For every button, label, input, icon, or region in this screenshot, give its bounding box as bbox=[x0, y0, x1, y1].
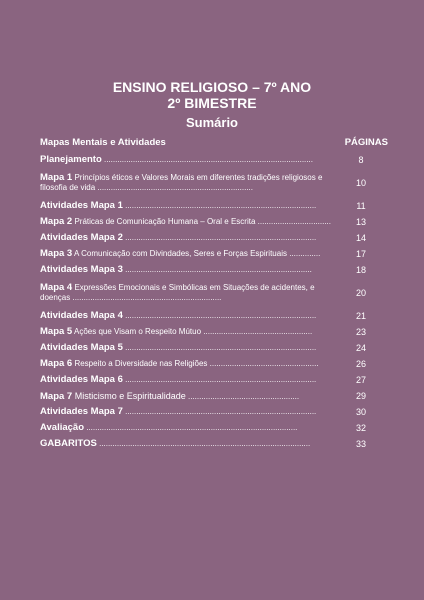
toc-row-atividades-mapa-3 bbox=[40, 262, 388, 278]
toc-page-number: 29 bbox=[355, 391, 366, 401]
toc-page-number: 21 bbox=[355, 311, 366, 321]
toc-leader-dots: .................................................................................... bbox=[122, 265, 312, 274]
toc-page-number: 33 bbox=[355, 439, 366, 449]
document-title: ENSINO RELIGIOSO – 7º ANO bbox=[112, 79, 312, 95]
summary-heading: Sumário bbox=[185, 115, 238, 130]
column-pages-label: PÁGINAS bbox=[344, 137, 388, 148]
toc-page-number: 18 bbox=[355, 265, 366, 275]
toc-column-header bbox=[40, 137, 388, 148]
toc-entry-label: Mapa 7 bbox=[40, 390, 73, 402]
toc-entry-desc: Princípios éticos e Valores Morais em diferentes tradições religiosos e filosofia de vida bbox=[40, 173, 323, 192]
toc-entry-label: Atividades Mapa 5 bbox=[40, 342, 123, 353]
toc-leader-dots: ...................................................................................... bbox=[122, 201, 317, 210]
toc-row-mapa-4 bbox=[40, 278, 388, 308]
toc-entry-label: Mapa 4 bbox=[40, 282, 73, 293]
toc-entry-desc: Misticismo e Espiritualidade bbox=[72, 390, 186, 401]
toc-page-number: 26 bbox=[355, 359, 366, 369]
toc-entry-label: Planejamento bbox=[40, 154, 102, 165]
toc-leader-dots: ................................................................... bbox=[70, 293, 222, 302]
toc-entry-label: Atividades Mapa 4 bbox=[40, 310, 123, 321]
toc-page-number: 14 bbox=[355, 233, 366, 243]
toc-row-atividades-mapa-2 bbox=[40, 230, 388, 246]
toc-entry-label: GABARITOS bbox=[40, 438, 97, 449]
toc-row-atividades-mapa-6 bbox=[40, 372, 388, 388]
toc-page-number: 23 bbox=[355, 327, 366, 337]
toc-leader-dots: ................................................. bbox=[201, 327, 313, 336]
toc-page-number: 27 bbox=[355, 375, 366, 385]
toc-page-number: 11 bbox=[356, 201, 366, 211]
toc-entry-label: Atividades Mapa 3 bbox=[40, 264, 123, 275]
toc-page-number: 17 bbox=[355, 249, 366, 259]
toc-row-gabaritos bbox=[40, 436, 388, 452]
toc-entry-desc: Respeito a Diversidade nas Religiões bbox=[72, 359, 208, 368]
toc-entry-label: Mapa 1 bbox=[40, 172, 73, 183]
toc-entry-label: Atividades Mapa 6 bbox=[40, 374, 123, 385]
toc-entry-label: Mapa 2 bbox=[40, 216, 73, 227]
toc-row-mapa-1 bbox=[40, 168, 388, 198]
toc-row-mapa-3 bbox=[40, 246, 388, 262]
toc-page-number: 24 bbox=[355, 343, 366, 353]
toc-row-mapa-6 bbox=[40, 356, 388, 372]
toc-entry-desc: A Comunicação com Divindades, Seres e Forças Espirituais bbox=[72, 249, 287, 258]
toc-row-atividades-mapa-1 bbox=[40, 198, 388, 214]
toc-leader-dots: ...................................................................................... bbox=[122, 407, 317, 416]
toc-row-atividades-mapa-5 bbox=[40, 340, 388, 356]
toc-row-mapa-2 bbox=[40, 214, 388, 230]
column-maps-label: Mapas Mentais e Atividades bbox=[40, 137, 166, 148]
toc-page-number: 20 bbox=[355, 288, 366, 298]
toc-list bbox=[40, 152, 388, 452]
toc-leader-dots: ...................................................................................... bbox=[122, 375, 317, 384]
toc-leader-dots: ...................................................................... bbox=[95, 183, 253, 192]
toc-entry-desc: Expressões Emocionais e Simbólicas em Situações de acidentes, e doenças bbox=[40, 283, 315, 302]
toc-page-number: 32 bbox=[355, 423, 366, 433]
toc-leader-dots: ...................................................................................... bbox=[122, 233, 317, 242]
toc-page-number: 30 bbox=[355, 407, 366, 417]
toc-page-number: 8 bbox=[358, 155, 364, 165]
toc-entry-desc: Ações que Visam o Respeito Mútuo bbox=[72, 327, 202, 336]
toc-leader-dots: ............................................................................................... bbox=[96, 439, 311, 448]
document-subtitle: 2º BIMESTRE bbox=[167, 95, 257, 111]
toc-leader-dots: ...................................................................................... bbox=[122, 343, 317, 352]
toc-leader-dots: .................................................. bbox=[185, 391, 300, 401]
toc-entry-label: Mapa 3 bbox=[40, 248, 73, 259]
toc-row-atividades-mapa-7 bbox=[40, 404, 388, 420]
toc-entry-desc: Práticas de Comunicação Humana – Oral e Escrita bbox=[72, 217, 256, 226]
toc-leader-dots: ............................................................................................... bbox=[84, 423, 298, 432]
toc-entry-label: Atividades Mapa 2 bbox=[40, 232, 123, 243]
toc-leader-dots: .............. bbox=[286, 249, 321, 258]
toc-row-mapa-7 bbox=[40, 388, 388, 404]
toc-leader-dots: ................................................. bbox=[207, 359, 319, 368]
toc-row-planejamento bbox=[40, 152, 388, 168]
toc-entry-label: Avaliação bbox=[40, 422, 85, 433]
toc-entry-label: Mapa 5 bbox=[40, 326, 73, 337]
toc-row-avaliacao bbox=[40, 420, 388, 436]
toc-row-mapa-5 bbox=[40, 324, 388, 340]
toc-leader-dots: .............................................................................................. bbox=[101, 155, 313, 164]
toc-page-number: 10 bbox=[355, 178, 366, 188]
toc-page-number: 13 bbox=[355, 217, 366, 227]
toc-entry-label: Atividades Mapa 7 bbox=[40, 406, 123, 417]
toc-row-atividades-mapa-4 bbox=[40, 308, 388, 324]
toc-leader-dots: ................................. bbox=[255, 217, 331, 226]
toc-entry-label: Mapa 6 bbox=[40, 358, 73, 369]
toc-entry-label: Atividades Mapa 1 bbox=[40, 200, 123, 211]
toc-leader-dots: ...................................................................................... bbox=[122, 311, 317, 320]
